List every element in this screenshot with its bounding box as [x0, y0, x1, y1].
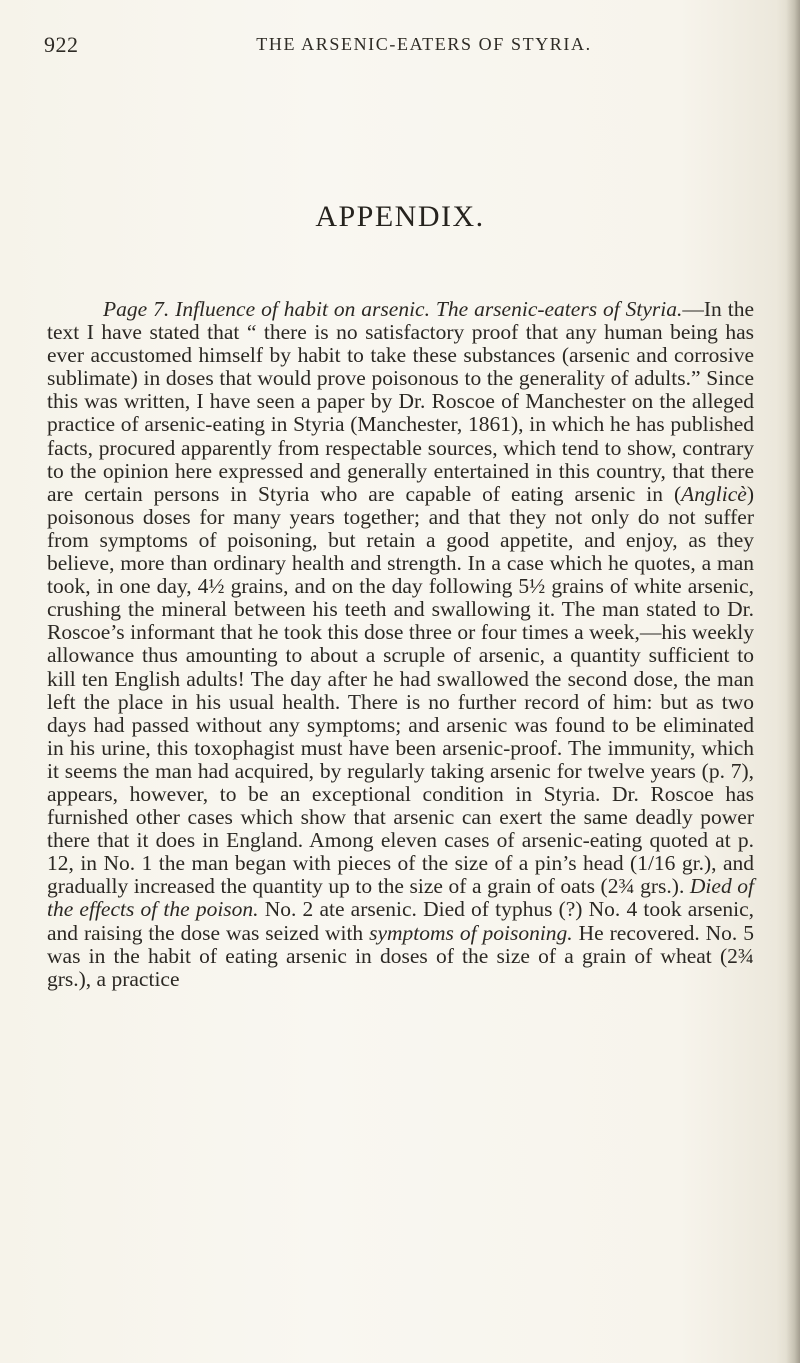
paragraph-text-a: —In the text I have stated that “ there is no satisfactory proof that any human being has ever accustomed himself by habit to take these substances (arsenic and corrosive sublimate) in doses that would prove poisonous to the generality of adults.” Since this was written, I have seen a paper by Dr. Roscoe of Manchester on the alleged practice of arsenic-eating in Styria (Manchester, 1861), in which he has published facts, procured apparently from respectable sources, which tend to show, contrary to the opinion here expressed and generally entertained in this country, that there are certain persons in Styria who are capable of eating arsenic in ( — [47, 297, 754, 506]
paragraph-text-b: ) poisonous doses for many years together; and that they not only do not suffer from symptoms of poisoning, but retain a good appetite, and enjoy, as they believe, more than ordinary health and strength. In a case which he quotes, a man took, in one day, 4½ grains, and on the day following 5½ grains of white arsenic, crushing the mineral between his teeth and swallowing it. The man stated to Dr. Roscoe’s informant that he took this dose three or four times a week,—his weekly allowance thus amounting to about a scruple of arsenic, a quantity sufficient to kill ten English adults! The day after he had swallowed the second dose, the man left the place in his usual health. There is no further record of him: but as two days had passed without any symptoms; and arsenic was found to be eliminated in his urine, this toxophagist must have been arsenic-proof. The immunity, which it seems the man had acquired, by regularly taking arsenic for twelve years (p. 7), appears, however, to be an exceptional condition in Styria. Dr. Roscoe has furnished other cases which show that arsenic can exert the same deadly power there that it does in England. Among eleven cases of arsenic-eating quoted at p. 12, in No. 1 the man began with pieces of the size of a pin’s head (1/16 gr.), and gradually increased the quantity up to the size of a grain of oats (2¾ grs.). — [47, 481, 754, 899]
paragraph — [47, 298, 754, 991]
section-title: APPENDIX. — [315, 200, 485, 233]
page-header — [44, 32, 744, 64]
paragraph-text-d: He recovered. No. 5 was in the habit of eating arsenic in doses of the size of a grain of wheat (2¾ grs.), a practice — [47, 920, 754, 991]
italic-anglice: Anglicè — [681, 481, 747, 506]
body-paragraph — [47, 298, 754, 991]
paragraph-text-c: No. 2 ate arsenic. Died of typhus (?) No. 4 took arsenic, and raising the dose was seized with — [47, 897, 755, 945]
page-number: 922 — [44, 32, 79, 57]
running-head: THE ARSENIC-EATERS OF STYRIA. — [256, 34, 592, 54]
paragraph-lead-italic: Page 7. Influence of habit on arsenic. The arsenic-eaters of Styria. — [103, 297, 683, 321]
italic-symptoms-of-poisoning: symptoms of poisoning. — [369, 920, 573, 945]
italic-died-of-effects: Died of the effects of the poison. — [47, 874, 754, 922]
